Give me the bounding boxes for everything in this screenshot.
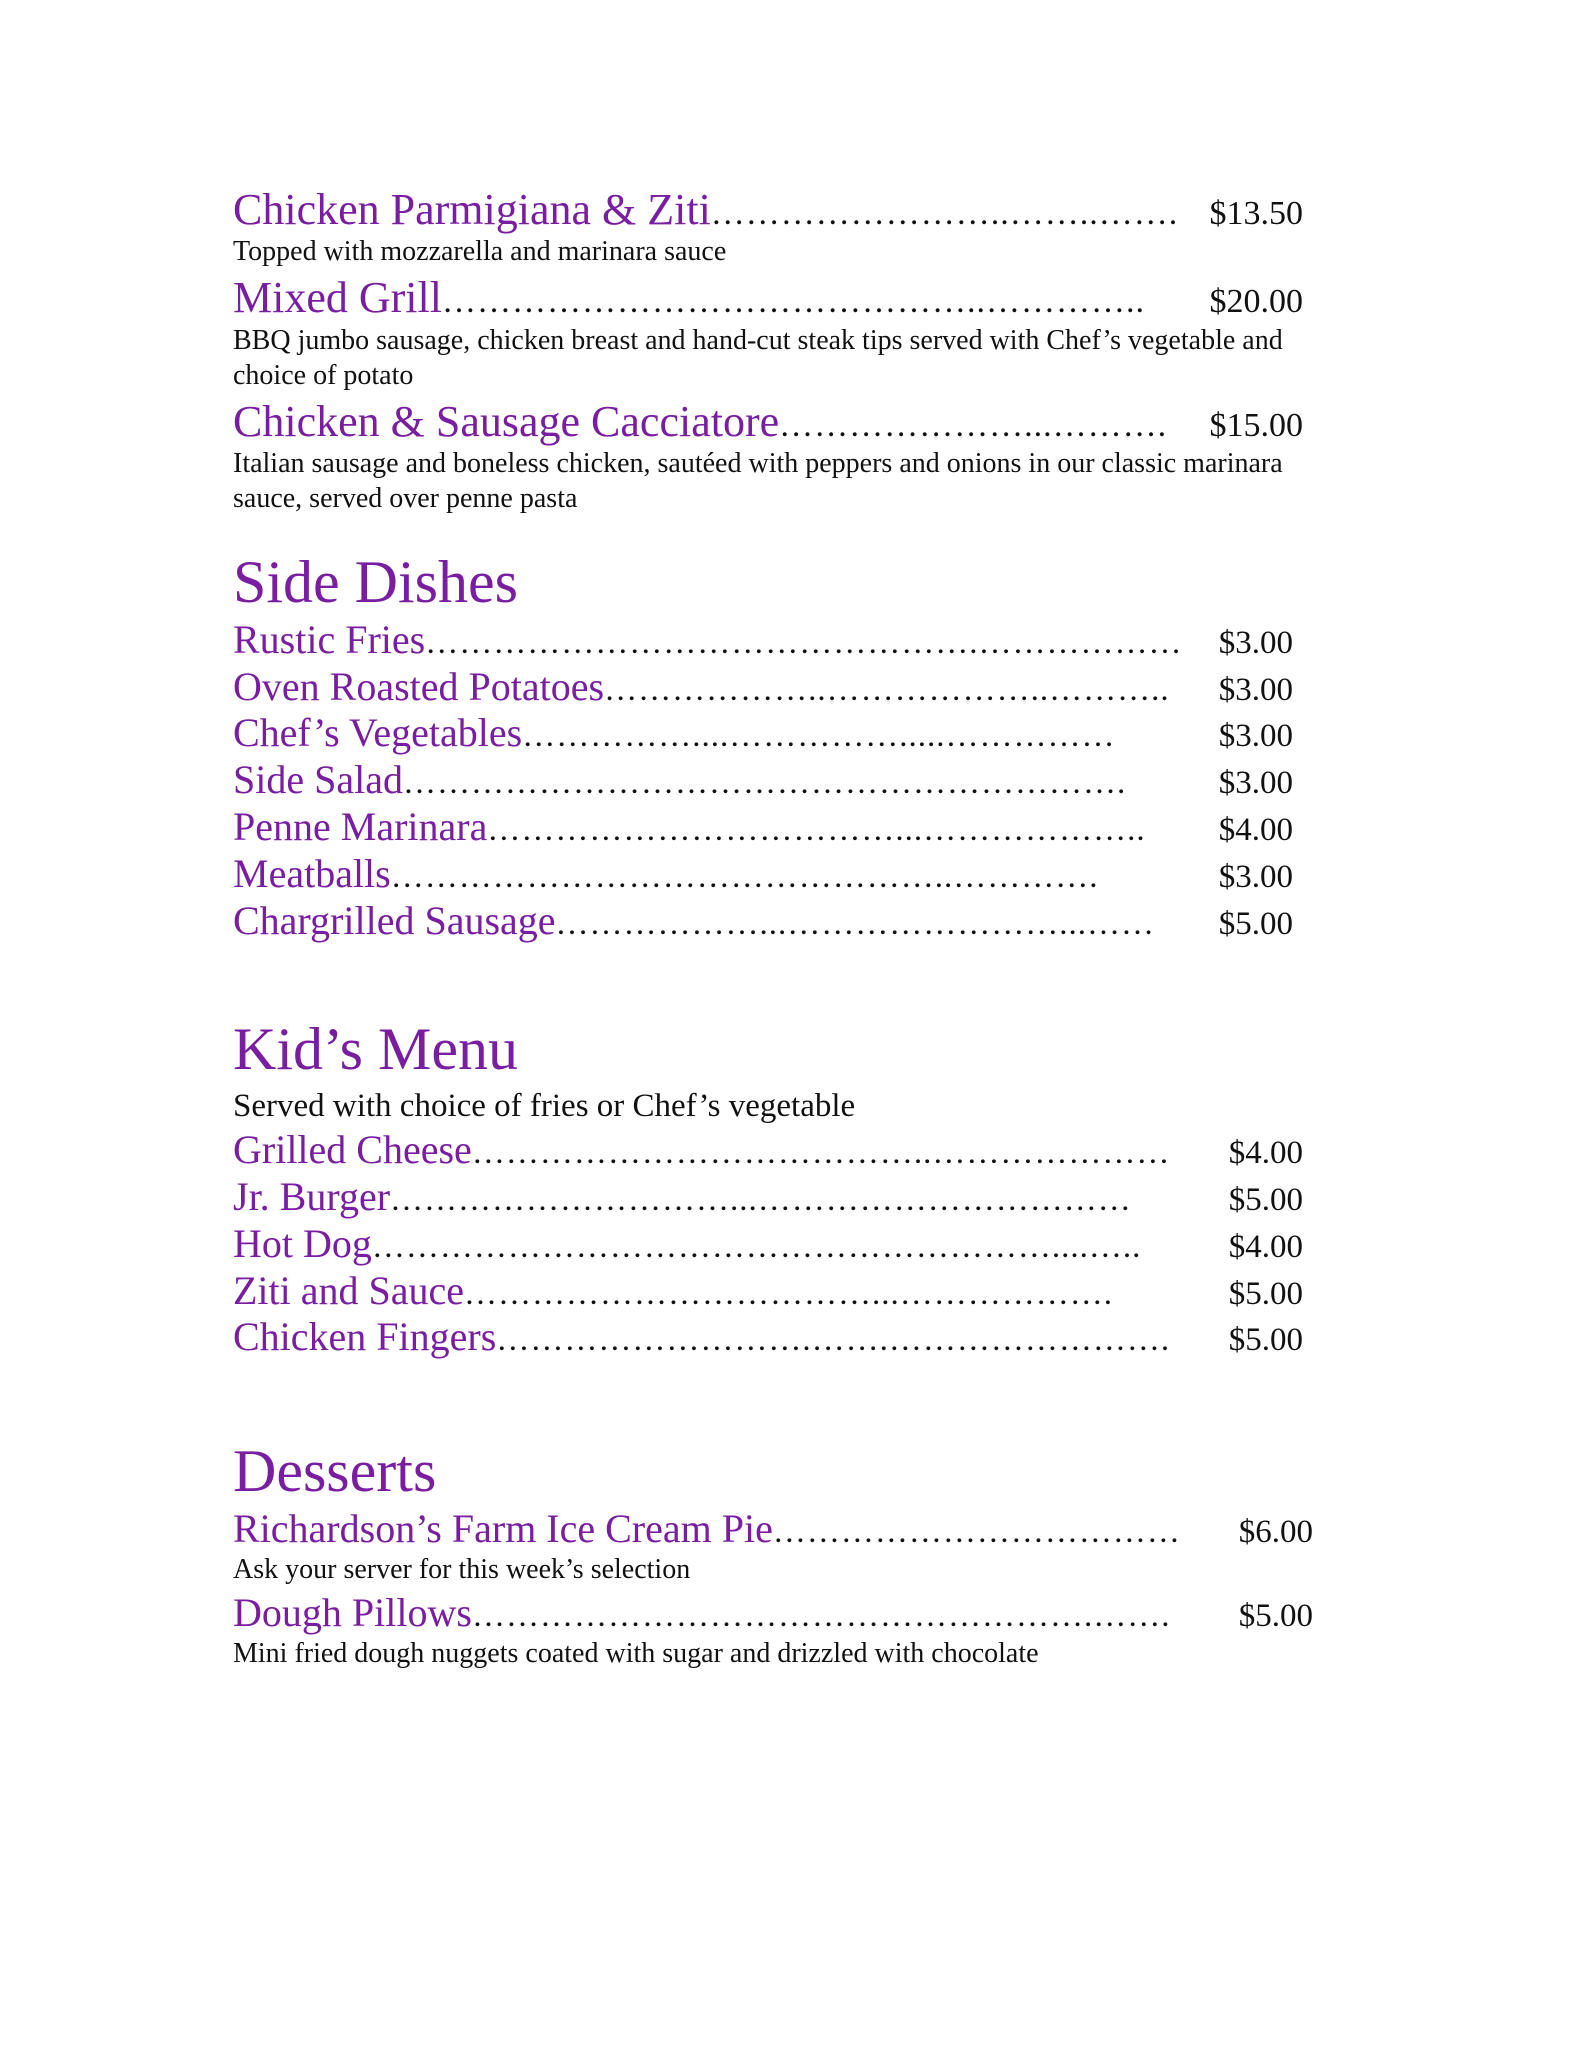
item-price: $20.00 (1209, 283, 1303, 321)
menu-item (233, 899, 1293, 944)
side-dishes-section (233, 546, 1293, 944)
item-name: Mixed Grill (233, 273, 442, 323)
item-price: $5.00 (1228, 1275, 1303, 1312)
dot-leader: ……………………………………………………....….. (371, 1228, 1142, 1265)
menu-item (233, 1315, 1303, 1360)
menu-item (233, 1507, 1313, 1552)
dot-leader: ……………………..……..……. (710, 195, 1179, 232)
item-name: Jr. Burger (233, 1174, 391, 1220)
menu-item (233, 618, 1293, 663)
item-name: Richardson’s Farm Ice Cream Pie (233, 1506, 773, 1552)
item-price: $5.00 (1238, 1598, 1313, 1635)
kids-menu-section (233, 1013, 1303, 1360)
item-description: Topped with mozzarella and marinara sauce (233, 236, 727, 268)
item-name: Rustic Fries (233, 616, 426, 662)
item-price: $5.00 (1228, 1182, 1303, 1219)
dot-leader: ……………………….…….……………………. (496, 1322, 1171, 1359)
dot-leader: ……………....…………….....…………… (522, 718, 1116, 755)
item-name: Chicken Fingers (233, 1314, 497, 1360)
item-price: $3.00 (1218, 624, 1293, 661)
menu-item (233, 185, 1303, 234)
item-price: $5.00 (1218, 905, 1293, 942)
item-price: $6.00 (1238, 1514, 1313, 1551)
item-name: Dough Pillows (233, 1590, 472, 1636)
mains-section (233, 185, 1303, 516)
item-price: $3.00 (1218, 671, 1293, 708)
section-note: Served with choice of fries or Chef’s vegetable (233, 1088, 856, 1125)
dot-leader: ………………...……………………...…… (555, 905, 1156, 942)
menu-item (233, 1222, 1303, 1267)
dot-leader: …………………………………..………………… (471, 1135, 1171, 1172)
item-description: Italian sausage and boneless chicken, sautéed with peppers and onions in our classic marinara sauce, served over penne pasta (233, 447, 1283, 514)
item-name: Oven Roasted Potatoes (233, 663, 605, 709)
item-description: Mini fried dough nuggets coated with sugar and drizzled with chocolate (233, 1637, 1039, 1669)
desserts-section (233, 1435, 1313, 1671)
menu-item (233, 805, 1293, 850)
menu-item (233, 397, 1303, 446)
menu-item (233, 711, 1293, 756)
dot-leader: ………………..………………..……….. (604, 671, 1170, 708)
item-name: Chicken & Sausage Cacciatore (233, 396, 780, 446)
item-price: $3.00 (1218, 765, 1293, 802)
menu-item (233, 1591, 1313, 1636)
item-price: $3.00 (1218, 858, 1293, 895)
dot-leader: ………………………………...……………….. (487, 811, 1146, 848)
item-name: Side Salad (233, 757, 403, 803)
dot-leader: …………………………………………..…………. (390, 858, 1099, 895)
menu-page (233, 185, 1313, 1675)
menu-item (233, 758, 1293, 803)
item-description: Ask your server for this week’s selection (233, 1554, 691, 1586)
item-name: Ziti and Sauce (233, 1267, 465, 1313)
item-price: $4.00 (1228, 1228, 1303, 1265)
menu-item (233, 852, 1293, 897)
dot-leader: ………………………………...………………. (464, 1275, 1114, 1312)
dot-leader: …………………………...…………………………… (390, 1182, 1132, 1219)
item-name: Chef’s Vegetables (233, 710, 523, 756)
item-price: $3.00 (1218, 718, 1293, 755)
menu-item (233, 1128, 1303, 1173)
item-name: Penne Marinara (233, 803, 488, 849)
section-heading: Side Dishes (233, 548, 518, 615)
dot-leader: ………………………………………………………. (402, 765, 1127, 802)
item-name: Meatballs (233, 850, 391, 896)
item-name: Grilled Cheese (233, 1127, 472, 1173)
item-price: $5.00 (1228, 1322, 1303, 1359)
section-heading: Kid’s Menu (233, 1016, 518, 1083)
item-price: $13.50 (1209, 195, 1303, 232)
item-price: $4.00 (1228, 1135, 1303, 1172)
item-name: Hot Dog (233, 1220, 372, 1266)
item-price: $15.00 (1209, 406, 1303, 444)
dot-leader: ………………………………………..………….. (441, 283, 1145, 321)
dot-leader: ……………………………… (772, 1514, 1181, 1551)
section-heading: Desserts (233, 1438, 437, 1505)
menu-item (233, 665, 1293, 710)
menu-item (233, 1175, 1303, 1220)
dot-leader: ……………………………………………….……. (471, 1598, 1171, 1635)
item-name: Chicken Parmigiana & Ziti (233, 185, 711, 234)
menu-item (233, 1269, 1303, 1314)
dot-leader: …………………...………. (779, 406, 1168, 444)
dot-leader: ………………………………………….……………… (425, 624, 1183, 661)
item-price: $4.00 (1218, 811, 1293, 848)
item-name: Chargrilled Sausage (233, 897, 556, 943)
item-description: BBQ jumbo sausage, chicken breast and hand-cut steak tips served with Chef’s vegetable and choice of potato (233, 324, 1283, 391)
menu-item (233, 273, 1303, 322)
